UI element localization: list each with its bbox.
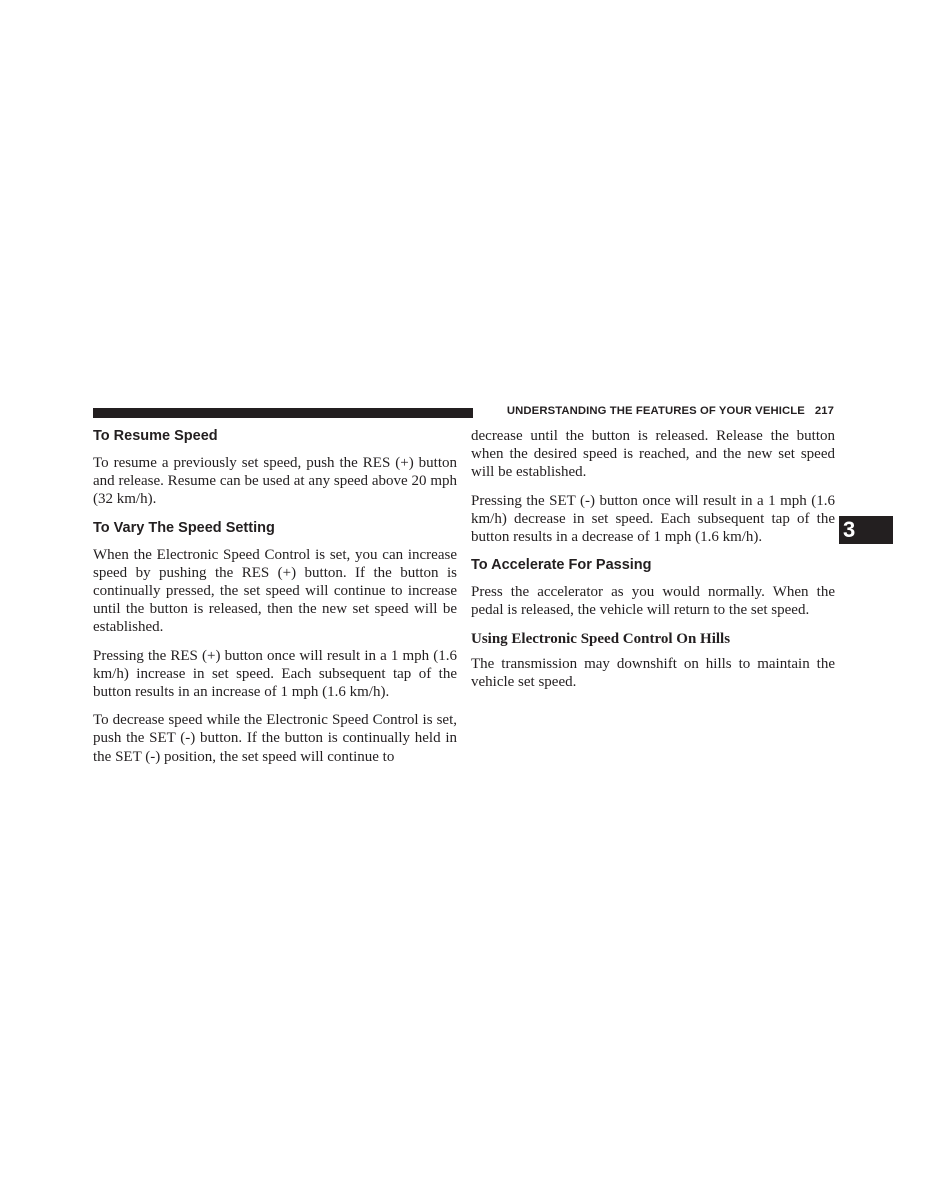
- paragraph-set-button: Pressing the SET (-) button once will result in a 1 mph (1.6 km/h) decrease in set speed. Each subsequent tap of the button results in a decrease of 1 mph (1.6 km/h).: [471, 492, 835, 546]
- heading-resume-speed: To Resume Speed: [93, 428, 218, 444]
- header-rule: [93, 408, 473, 418]
- heading-speed-control-hills: Using Electronic Speed Control On Hills: [471, 630, 731, 647]
- paragraph-vary-speed-1: When the Electronic Speed Control is set, you can increase speed by pushing the RES (+) button. If the button is continually pressed, the set speed will continue to increase until the button is released, then the new set speed will be established.: [93, 546, 457, 636]
- section-title: UNDERSTANDING THE FEATURES OF YOUR VEHICLE: [506, 405, 805, 417]
- page-number: 217: [814, 405, 834, 417]
- paragraph-vary-speed-2: Pressing the RES (+) button once will result in a 1 mph (1.6 km/h) increase in set speed. Each subsequent tap of the button results in an increase of 1 mph (1.6 km/h).: [93, 647, 457, 701]
- chapter-number: 3: [843, 517, 856, 542]
- heading-vary-speed: To Vary The Speed Setting: [93, 519, 275, 536]
- chapter-tab: [839, 516, 893, 544]
- paragraph-decrease-continued: decrease until the button is released. Release the button when the desired speed is reached, and the new set speed will be established.: [471, 428, 835, 481]
- paragraph-speed-control-hills: The transmission may downshift on hills to maintain the vehicle set speed.: [471, 655, 835, 690]
- paragraph-resume-speed: To resume a previously set speed, push the RES (+) button and release. Resume can be used at any speed above 20 mph (32 km/h).: [93, 455, 457, 508]
- right-column: [471, 427, 835, 699]
- left-column: [93, 427, 457, 774]
- running-header: [482, 405, 834, 417]
- paragraph-vary-speed-3: To decrease speed while the Electronic Speed Control is set, push the SET (-) button. If the button is continually held in the SET (-) position, the set speed will continue to: [93, 712, 457, 765]
- paragraph-accelerate-passing: Press the accelerator as you would normally. When the pedal is released, the vehicle will return to the set speed.: [471, 584, 835, 619]
- heading-accelerate-passing: To Accelerate For Passing: [471, 557, 652, 574]
